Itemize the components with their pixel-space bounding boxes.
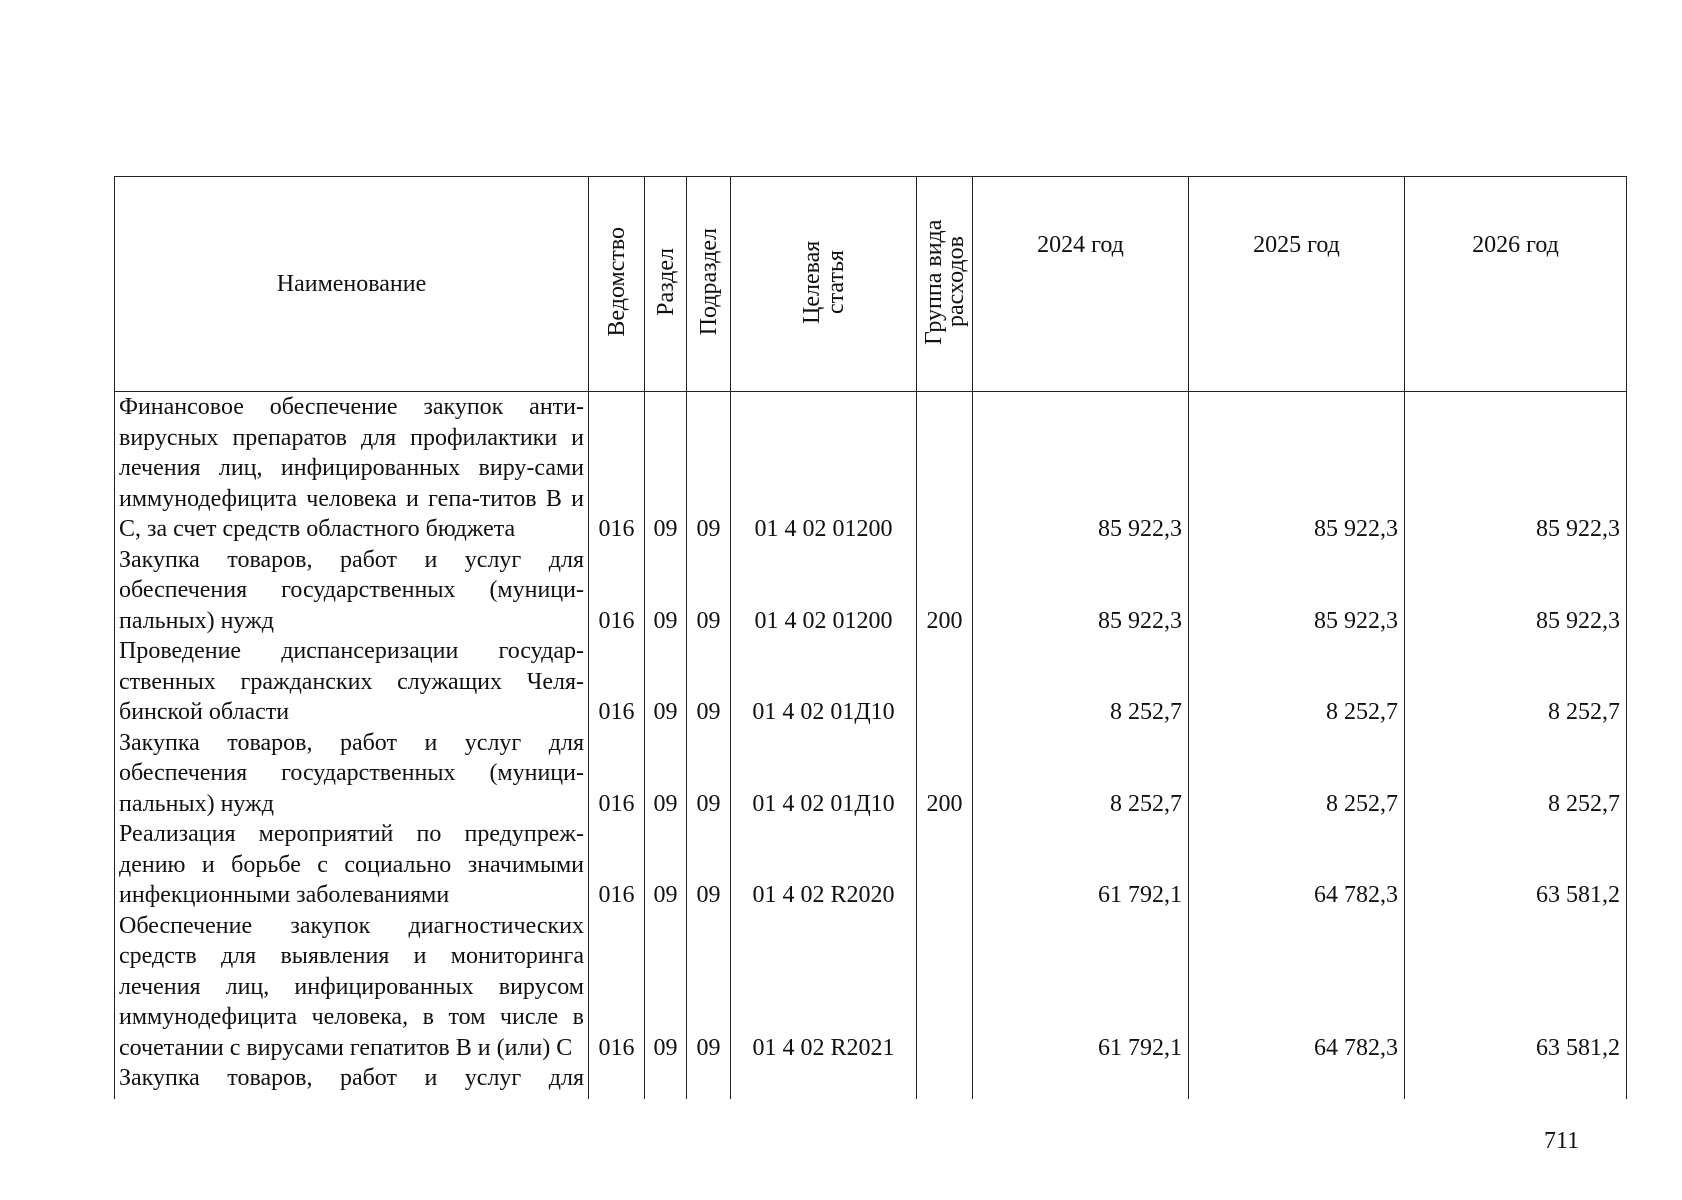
header-expense-group: Группа вида расходов [917,177,973,392]
row-2026 [1405,1063,1627,1099]
row-2026: 8 252,7 [1405,728,1627,820]
row-name: Закупка товаров, работ и услуг для обеспечения государственных (муници-пальных) нужд [115,545,589,637]
row-ministry: 016 [589,392,645,545]
row-2024: 8 252,7 [973,636,1189,728]
header-name: Наименование [115,177,589,392]
table-row [115,728,1627,820]
header-2026: 2026 год [1405,177,1627,392]
header-target: Целевая статья [731,177,917,392]
row-section: 09 [645,392,687,545]
row-subsection: 09 [687,636,731,728]
row-name: Закупка товаров, работ и услуг для [115,1063,589,1099]
table-row [115,636,1627,728]
row-2026: 85 922,3 [1405,392,1627,545]
row-2024 [973,1063,1189,1099]
row-group [917,819,973,911]
row-2025: 8 252,7 [1189,636,1405,728]
row-target [731,1063,917,1099]
row-2025: 85 922,3 [1189,545,1405,637]
row-target: 01 4 02 01200 [731,392,917,545]
header-subsection: Подраздел [687,177,731,392]
budget-table [114,176,1627,1099]
row-subsection: 09 [687,545,731,637]
row-section [645,1063,687,1099]
row-ministry: 016 [589,636,645,728]
row-target: 01 4 02 R2021 [731,911,917,1064]
row-ministry: 016 [589,819,645,911]
row-2024: 85 922,3 [973,545,1189,637]
row-2025: 64 782,3 [1189,819,1405,911]
row-ministry: 016 [589,728,645,820]
row-2026: 85 922,3 [1405,545,1627,637]
row-2025: 8 252,7 [1189,728,1405,820]
row-name: Закупка товаров, работ и услуг для обеспечения государственных (муници-пальных) нужд [115,728,589,820]
row-subsection: 09 [687,392,731,545]
row-2025: 85 922,3 [1189,392,1405,545]
row-ministry: 016 [589,911,645,1064]
row-subsection: 09 [687,728,731,820]
table-row [115,819,1627,911]
header-2024: 2024 год [973,177,1189,392]
row-subsection [687,1063,731,1099]
row-2024: 85 922,3 [973,392,1189,545]
row-group [917,636,973,728]
row-subsection: 09 [687,911,731,1064]
row-section: 09 [645,636,687,728]
row-2024: 61 792,1 [973,911,1189,1064]
row-section: 09 [645,728,687,820]
row-target: 01 4 02 01200 [731,545,917,637]
row-2026: 8 252,7 [1405,636,1627,728]
table-header-row [115,177,1627,392]
row-group: 200 [917,728,973,820]
row-2026: 63 581,2 [1405,819,1627,911]
row-ministry: 016 [589,545,645,637]
table-row [115,392,1627,545]
row-2025: 64 782,3 [1189,911,1405,1064]
row-name: Реализация мероприятий по предупреж-дению и борьбе с социально значимыми инфекционными заболеваниями [115,819,589,911]
row-target: 01 4 02 01Д10 [731,728,917,820]
table-row [115,545,1627,637]
row-subsection: 09 [687,819,731,911]
row-2024: 61 792,1 [973,819,1189,911]
row-name: Проведение диспансеризации государ-ственных гражданских служащих Челя-бинской области [115,636,589,728]
row-target: 01 4 02 R2020 [731,819,917,911]
page-number: 711 [1544,1128,1580,1154]
row-name: Обеспечение закупок диагностических средств для выявления и мониторинга лечения лиц, инфицированных вирусом иммунодефицита человека, в том числе в сочетании с вирусами гепатитов B и (или) C [115,911,589,1064]
row-target: 01 4 02 01Д10 [731,636,917,728]
header-2025: 2025 год [1189,177,1405,392]
row-section: 09 [645,819,687,911]
row-section: 09 [645,545,687,637]
row-name: Финансовое обеспечение закупок анти-вирусных препаратов для профилактики и лечения лиц, инфицированных виру-сами иммунодефицита человека и гепа-титов B и C, за счет средств областного бюджета [115,392,589,545]
row-group: 200 [917,545,973,637]
header-ministry: Ведомство [589,177,645,392]
table-row [115,911,1627,1064]
header-section: Раздел [645,177,687,392]
row-group [917,911,973,1064]
row-ministry [589,1063,645,1099]
row-2024: 8 252,7 [973,728,1189,820]
row-group [917,392,973,545]
row-2026: 63 581,2 [1405,911,1627,1064]
table-row-partial [115,1063,1627,1099]
row-group [917,1063,973,1099]
row-section: 09 [645,911,687,1064]
row-2025 [1189,1063,1405,1099]
